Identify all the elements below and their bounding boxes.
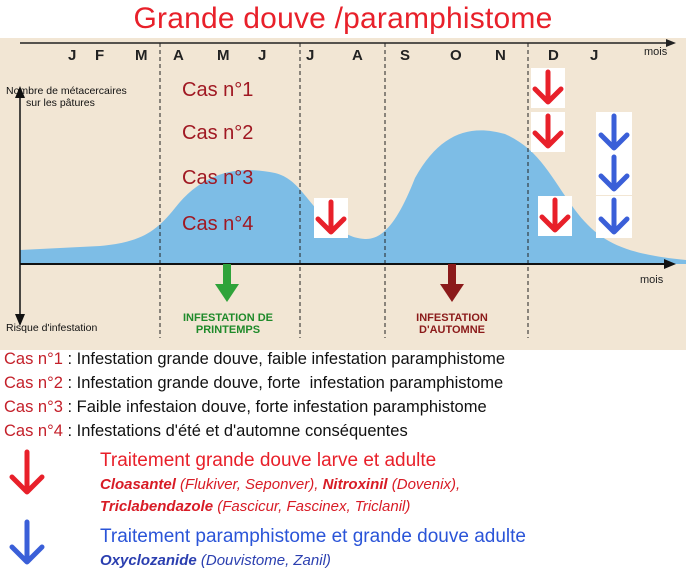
autumn-infestation-arrow (440, 264, 464, 302)
red-treatment-title: Traitement grande douve larve et adulte (100, 450, 437, 471)
legend-case-3 (4, 398, 487, 417)
legend-case-3-label: Cas n°3 (4, 398, 63, 416)
case1-red-arrow (531, 68, 565, 108)
red-treatment-drugs-line2 (100, 498, 410, 515)
y-label-top-line2: sur les pâtures (26, 97, 95, 109)
chart-panel (0, 38, 686, 350)
autumn-infestation-label-line2: D'AUTOMNE (419, 324, 485, 336)
y-label-bottom: Risque d'infestation (6, 322, 98, 334)
legend-case-1-label: Cas n°1 (4, 350, 63, 368)
legend-case-4-sep: : (62, 422, 77, 440)
y-label-top-line1: Nombre de métacercaires (6, 85, 127, 97)
chart-case-4: Cas n°4 (182, 213, 254, 235)
legend-red-arrow-icon (6, 448, 48, 500)
chart-case-2: Cas n°2 (182, 122, 254, 144)
autumn-infestation-label (392, 312, 512, 336)
drug-triclabendazole-brands: (Fascicur, Fascinex, Triclanil) (213, 498, 411, 515)
month-label: O (450, 47, 462, 64)
drug-triclabendazole: Triclabendazole (100, 498, 214, 515)
month-axis-arrowhead (666, 39, 676, 47)
legend-case-1-text: Infestation grande douve, faible infestation paramphistome (76, 350, 506, 368)
axis-unit-bottom: mois (640, 274, 664, 286)
case4-red-arrow-summer (314, 198, 348, 238)
case2-blue-arrow (596, 112, 632, 154)
spring-infestation-label-line2: PRINTEMPS (195, 324, 261, 336)
month-label: S (400, 47, 411, 64)
month-label: F (95, 47, 105, 64)
metacercariae-curve (20, 130, 686, 264)
drug-oxyclozanide-brands: (Douvistome, Zanil) (196, 552, 331, 569)
case4-blue-arrow (596, 196, 632, 238)
month-label: J (590, 47, 599, 64)
month-label: N (495, 47, 506, 64)
case3-blue-arrow (596, 153, 632, 195)
month-label: A (173, 47, 184, 64)
drug-oxyclozanide: Oxyclozanide (100, 552, 197, 569)
month-label: A (352, 47, 363, 64)
chart-case-1: Cas n°1 (182, 79, 254, 101)
month-label: J (258, 47, 267, 64)
legend-case-2 (4, 374, 503, 393)
spring-infestation-label (164, 312, 292, 336)
drug-nitroxinil: Nitroxinil (318, 476, 388, 493)
red-treatment-drugs-line1 (100, 476, 460, 493)
legend-case-1-sep: : (62, 350, 77, 368)
legend-case-4 (4, 422, 408, 441)
autumn-infestation-label-line1: INFESTATION (416, 312, 488, 324)
legend-case-2-label: Cas n°2 (4, 374, 63, 392)
legend-case-3-text: Faible infestaion douve, forte infestation paramphistome (76, 398, 487, 416)
legend-case-1 (4, 350, 505, 369)
legend-case-3-sep: : (62, 398, 77, 416)
drug-nitroxinil-brands: (Dovenix), (387, 476, 461, 493)
drug-cloasantel: Cloasantel (100, 476, 176, 493)
case4-red-arrow-winter (538, 196, 572, 236)
page-title: Grande douve /paramphistome (133, 2, 553, 35)
legend-case-2-text: Infestation grande douve, forte infestation paramphistome (76, 374, 504, 392)
legend-case-2-sep: : (62, 374, 77, 392)
month-label: J (306, 47, 315, 64)
case2-red-arrow (531, 112, 565, 152)
month-label: M (135, 47, 148, 64)
chart-case-3: Cas n°3 (182, 167, 254, 189)
legend-blue-arrow-icon (6, 518, 48, 570)
month-label: D (548, 47, 559, 64)
spring-infestation-arrow (215, 264, 239, 302)
blue-treatment-title: Traitement paramphistome et grande douve adulte (100, 526, 526, 547)
month-label: J (68, 47, 77, 64)
spring-infestation-label-line1: INFESTATION DE (182, 312, 274, 324)
axis-unit-top: mois (644, 46, 668, 58)
legend-case-4-text: Infestations d'été et d'automne conséquentes (76, 422, 408, 440)
month-label: M (217, 47, 230, 64)
drug-cloasantel-brands: (Flukiver, Seponver), (175, 476, 319, 493)
legend-case-4-label: Cas n°4 (4, 422, 63, 440)
blue-treatment-drugs (100, 552, 331, 569)
